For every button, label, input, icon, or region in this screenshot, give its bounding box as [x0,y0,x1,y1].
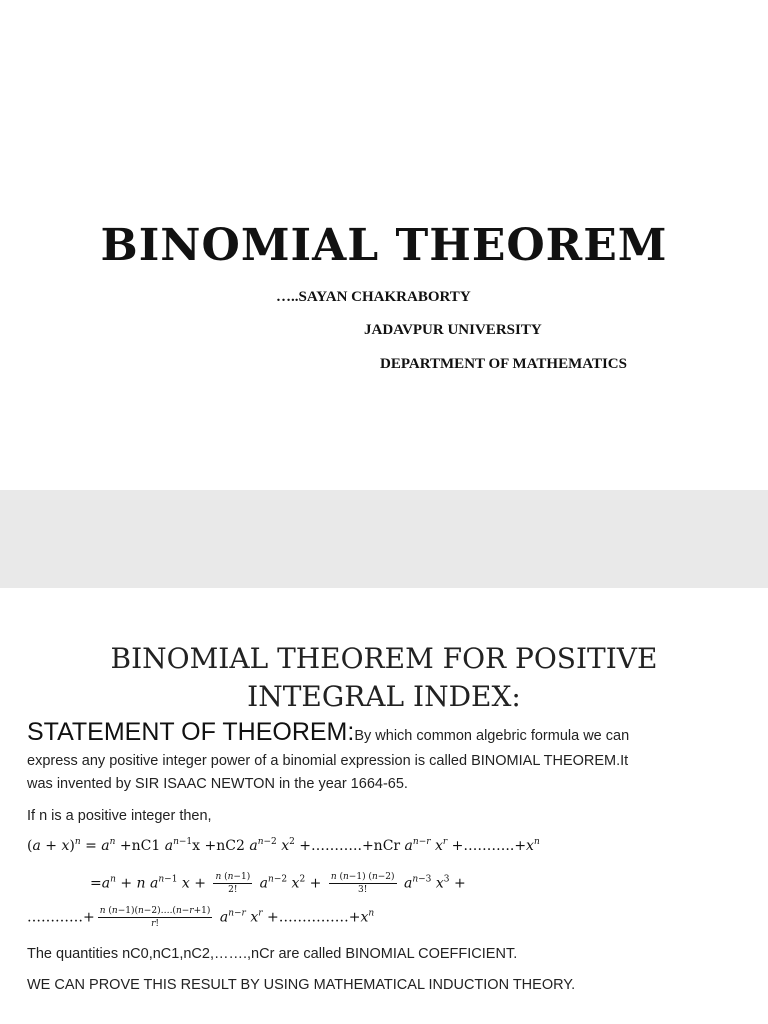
slide-heading-line2: INTEGRAL INDEX: [247,680,521,713]
slide-heading-line1: BINOMIAL THEOREM FOR POSITIVE [110,642,658,675]
statement-text-1: By which common algebric formula we can [354,728,630,744]
statement-text-2: express any positive integer power of a binomial expression is called BINOMIAL THEOREM.It [27,753,629,769]
formula-line-2: $=a^n + n$ $a^{n-1}$ x + $\frac{n (n-1)}{2!}$ $a^{n-2}$ $x^2$ + $\frac{n (n-1) (n-2)}{3!}$ $a^{n-3}$ $x^3$ + [90,872,466,895]
fraction-3: $\frac{n (n-1)(n-2)\dots.(n-r+1)}{r!}$ [99,906,211,929]
formula-line-1: $(a + x)^n = a^n +nC1$ $a^{n-1}x +nC2$ $a^{n-2}$ $x^2$ +………..+nCr $a^{n-r}$ $x^r$ $+\dots\dots\dots..+x^n$ [27,837,540,854]
formula-line-3: …………+ $\frac{n (n-1)(n-2)\dots.(n-r+1)}{r!}$ $a^{n-r}$ $x^r$ $+\dots\dots\dots\dots\dots+x^n$ [27,906,375,929]
university-name: JADAVPUR UNIVERSITY [364,322,542,338]
statement-label: STATEMENT OF THEOREM: [27,718,355,746]
proof-text: WE CAN PROVE THIS RESULT BY USING MATHEMATICAL INDUCTION THEORY. [27,977,576,993]
statement-text-3: was invented by SIR ISAAC NEWTON in the year 1664-65. [27,776,408,792]
author-name: …..SAYAN CHAKRABORTY [276,289,471,305]
coefficients-text: The quantities nC0,nC1,nC2,…….,nCr are called BINOMIAL COEFFICIENT. [27,946,518,962]
fraction-1: $\frac{n (n-1)}{2!}$ [215,872,251,895]
department-name: DEPARTMENT OF MATHEMATICS [380,356,627,372]
title-slide [0,0,768,490]
statement-line-1 [27,718,629,747]
main-title: BINOMIAL THEOREM [100,220,668,271]
theorem-slide [0,588,768,1024]
fraction-2: $\frac{n (n-1) (n-2)}{3!}$ [330,872,395,895]
if-text: If n is a positive integer then, [27,808,212,824]
